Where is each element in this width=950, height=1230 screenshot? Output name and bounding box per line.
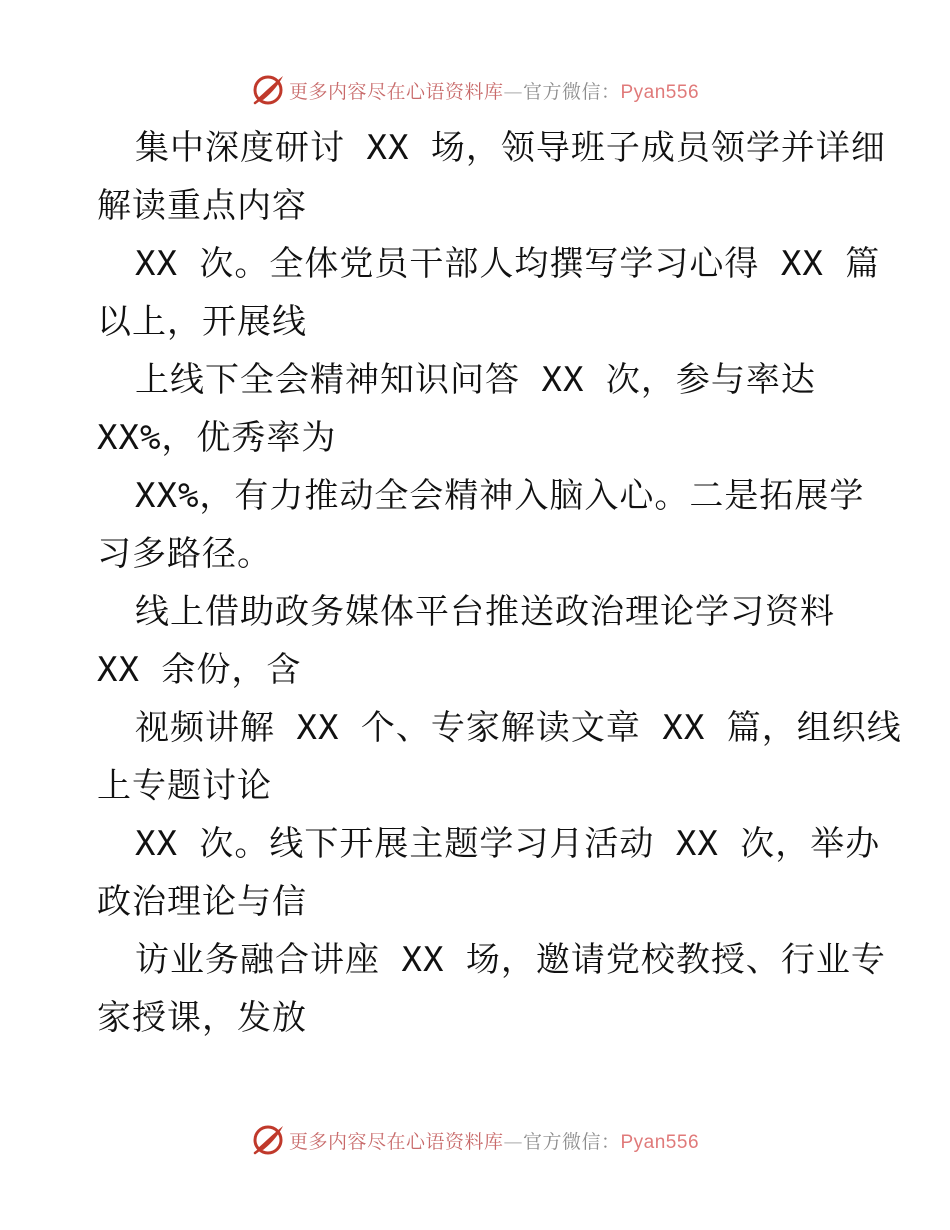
text-line: 解读重点内容	[97, 186, 307, 226]
text-line: XX%，有力推动全会精神入脑入心。二是拓展学	[135, 476, 865, 516]
text-line: 家授课，发放	[97, 998, 307, 1038]
text-line: XX%，优秀率为	[97, 418, 337, 458]
watermark-brand: 更多内容尽在心语资料库	[288, 80, 504, 103]
watermark-brand: 更多内容尽在心语资料库	[288, 1130, 504, 1153]
text-line: 视频讲解 XX 个、专家解读文章 XX 篇，组织线	[135, 708, 902, 748]
text-line: 上专题讨论	[97, 766, 272, 806]
watermark-wechat-label: 官方微信：	[522, 80, 621, 103]
text-line: 上线下全会精神知识问答 XX 次，参与率达	[135, 360, 816, 400]
watermark-banner-bottom	[0, 1120, 950, 1160]
text-line: 线上借助政务媒体平台推送政治理论学习资料	[135, 592, 835, 632]
watermark-wechat-label: 官方微信：	[522, 1130, 621, 1153]
text-line: XX 次。线下开展主题学习月活动 XX 次，举办	[135, 824, 881, 864]
text-line: 集中深度研讨 XX 场，领导班子成员领学并详细	[135, 128, 886, 168]
watermark-dash: —	[503, 1130, 523, 1153]
text-line: 访业务融合讲座 XX 场，邀请党校教授、行业专	[135, 940, 886, 980]
text-line: 政治理论与信	[97, 882, 307, 922]
quill-pen-circle-logo	[251, 1122, 287, 1158]
watermark-wechat-id: Pyan556	[620, 1131, 700, 1153]
text-line: XX 次。全体党员干部人均撰写学习心得 XX 篇	[135, 244, 881, 284]
watermark-text	[289, 1127, 699, 1154]
watermark-wechat-id: Pyan556	[620, 81, 700, 103]
text-line: 以上，开展线	[97, 302, 307, 342]
text-line: XX 余份，含	[97, 650, 302, 690]
text-line: 习多路径。	[97, 534, 272, 574]
watermark-dash: —	[503, 80, 523, 103]
